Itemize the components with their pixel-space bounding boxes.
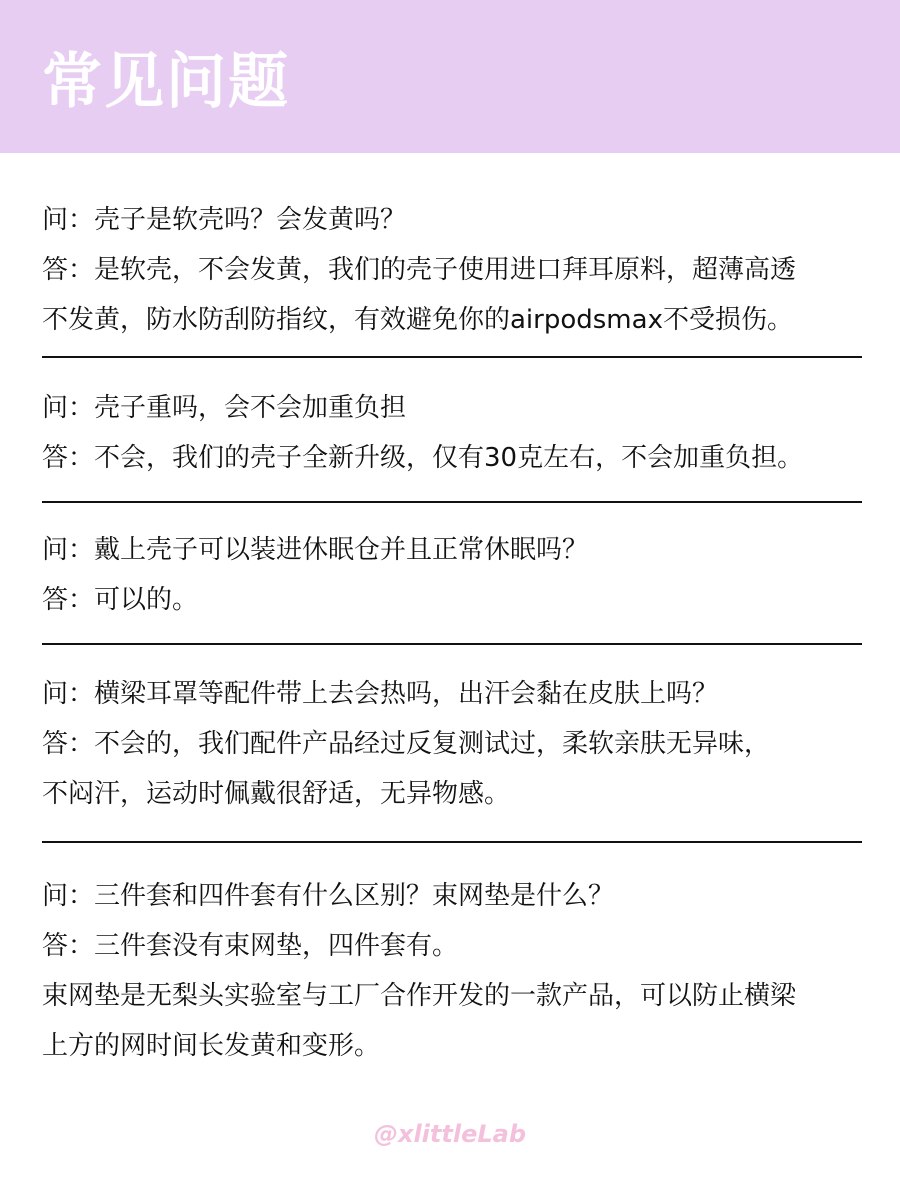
- divider: [42, 643, 862, 645]
- divider: [42, 841, 862, 843]
- brand-watermark: @xlittleLab: [373, 1120, 527, 1148]
- page-title: 常见问题: [42, 47, 290, 117]
- faq-item-2: [42, 391, 864, 475]
- answer-text-continued: 不发黄，防水防刮防指纹，有效避免你的airpodsmax不受损伤。: [42, 305, 793, 335]
- question-text: 问：三件套和四件套有什么区别？束网垫是什么？: [42, 881, 615, 911]
- answer-text-continued: 束网垫是无梨头实验室与工厂合作开发的一款产品，可以防止横梁: [42, 981, 797, 1011]
- divider: [42, 501, 862, 503]
- answer-text-continued: 不闷汗，运动时佩戴很舒适，无异物感。: [42, 779, 511, 809]
- answer-text: 答：三件套没有束网垫，四件套有。: [42, 931, 459, 961]
- question-text: 问：横梁耳罩等配件带上去会热吗，出汗会黏在皮肤上吗？: [42, 679, 719, 709]
- question-text: 问：壳子是软壳吗？会发黄吗？: [42, 205, 407, 235]
- faq-item-5: [42, 879, 864, 1063]
- faq-item-3: [42, 533, 864, 617]
- question-text: 问：戴上壳子可以装进休眠仓并且正常休眠吗？: [42, 535, 589, 565]
- answer-text: 答：不会的，我们配件产品经过反复测试过，柔软亲肤无异味，: [42, 729, 771, 759]
- answer-text: 答：是软壳，不会发黄，我们的壳子使用进口拜耳原料，超薄高透: [42, 255, 797, 285]
- faq-item-4: [42, 677, 864, 811]
- answer-text: 答：不会，我们的壳子全新升级，仅有30克左右，不会加重负担。: [42, 443, 804, 473]
- faq-item-1: [42, 203, 864, 337]
- header-banner: [0, 0, 900, 153]
- answer-text-continued: 上方的网时间长发黄和变形。: [42, 1031, 381, 1061]
- answer-text: 答：可以的。: [42, 585, 199, 615]
- divider: [42, 356, 862, 358]
- question-text: 问：壳子重吗，会不会加重负担: [42, 393, 407, 423]
